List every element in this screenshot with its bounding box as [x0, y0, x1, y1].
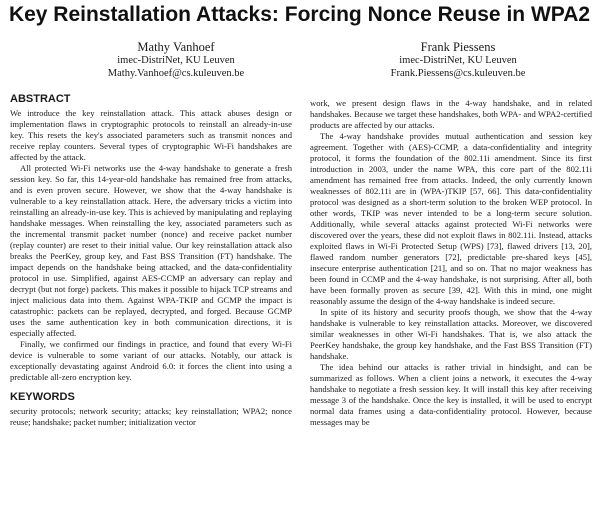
left-column	[10, 92, 292, 428]
author-affiliation: imec-DistriNet, KU Leuven	[117, 55, 235, 66]
author-email: Mathy.Vanhoef@cs.kuleuven.be	[107, 67, 245, 79]
author-block-1	[56, 40, 296, 80]
body-paragraph: In spite of its history and security proofs though, we show that the 4-way handshake is vulnerable to key reinstallation attacks. Moreover, we discovered similar weaknesses in other Wi-Fi handshakes. That is, we also attack the PeerKey handshake, the group key handshake, and the Fast BSS Transition (FT) handshake.	[310, 307, 592, 361]
author-email: Frank.Piessens@cs.kuleuven.be	[390, 67, 526, 79]
right-column	[310, 98, 592, 428]
author-name: Frank Piessens	[420, 40, 496, 54]
body-paragraph: The idea behind our attacks is rather trivial in hindsight, and can be summarized as follows. When a client joins a network, it executes the 4-way handshake to negotiate a fresh session key. It will install this key after receiving message 3 of the handshake. Once the key is installed, it will be used to encrypt normal data frames using a data-confidentiality protocol. However, because messages may be	[310, 362, 592, 427]
abstract-heading: ABSTRACT	[10, 93, 71, 105]
author-affiliation: imec-DistriNet, KU Leuven	[399, 55, 517, 66]
body-paragraph: work, we present design flaws in the 4-way handshake, and in related handshakes. Because we target these handshakes, both WPA- and WPA2-certified products are affected by our attacks.	[310, 98, 592, 130]
keywords-heading: KEYWORDS	[10, 391, 75, 403]
body-paragraph: The 4-way handshake provides mutual authentication and session key agreement. Together with (AES)-CCMP, a data-confidentiality and integrity protocol, it forms the foundation of the 802.11i amendment. Since its first introduction in 2003, under the name WPA, this core part of the 802.11i amendment has remained free from attacks. Indeed, the only currently known weaknesses of 802.11i are in (WPA-)TKIP [57, 66]. This data-confidentiality protocol was designed as a short-term solution to the broken WEP protocol. In other words, TKIP was never intended to be a long-term secure solution. Additionally, while several attacks against protected Wi-Fi networks were discovered over the years, these did not exploit flaws in 802.11i. Instead, attacks exploited flaws in Wi-Fi Protected Setup (WPS) [73], flawed drivers [13, 20], flawed random number generators [72], predictable pre-shared keys [45], insecure enterprise authentication [21], and so on. That no major weakness has been found in CCMP and the 4-way handshake, is not surprising. After all, both have been formally proven as secure [39, 42]. With this in mind, one might reasonably assume the design of the 4-way handshake is indeed secure.	[310, 131, 592, 306]
abstract-paragraph: Finally, we confirmed our findings in practice, and found that every Wi-Fi device is vulnerable to some variant of our attacks. Notably, our attack is exceptionally devastating against Android 6.0: it forces the client into using a predictable all-zero encryption key.	[10, 339, 292, 382]
author-name: Mathy Vanhoef	[137, 40, 215, 54]
abstract-paragraph: We introduce the key reinstallation attack. This attack abuses design or implementation flaws in cryptographic protocols to reinstall an already-in-use key. This resets the key's associated parameters such as transmit nonces and receive replay counters. Several types of cryptographic Wi-Fi handshakes are affected by the attack.	[10, 108, 292, 162]
paper-title: Key Reinstallation Attacks: Forcing Nonce Reuse in WPA2	[8, 3, 591, 26]
abstract-paragraph: All protected Wi-Fi networks use the 4-way handshake to generate a fresh session key. So far, this 14-year-old handshake has remained free from attacks, and is even proven secure. However, we show that the 4-way handshake is vulnerable to a key reinstallation attack. Here, the adversary tricks a victim into reinstalling an already-in-use key. This is achieved by manipulating and replaying handshake messages. When reinstalling the key, associated parameters such as the incremental transmit packet number (nonce) and receive packet number (replay counter) are reset to their initial value. Our key reinstallation attack also breaks the PeerKey, group key, and Fast BSS Transition (FT) handshake. The impact depends on the handshake being attacked, and the data-confidentiality protocol in use. Simplified, against AES-CCMP an adversary can replay and decrypt (but not forge) packets. This makes it possible to hijack TCP streams and inject malicious data into them. Against WPA-TKIP and GCMP the impact is catastrophic: packets can be replayed, decrypted, and forged. Because GCMP uses the same authentication key in both communication directions, it is especially affected.	[10, 163, 292, 338]
keywords-text: security protocols; network security; attacks; key reinstallation; WPA2; nonce reuse; handshake; packet number; initialization vector	[10, 406, 292, 427]
author-block-2	[338, 40, 578, 80]
